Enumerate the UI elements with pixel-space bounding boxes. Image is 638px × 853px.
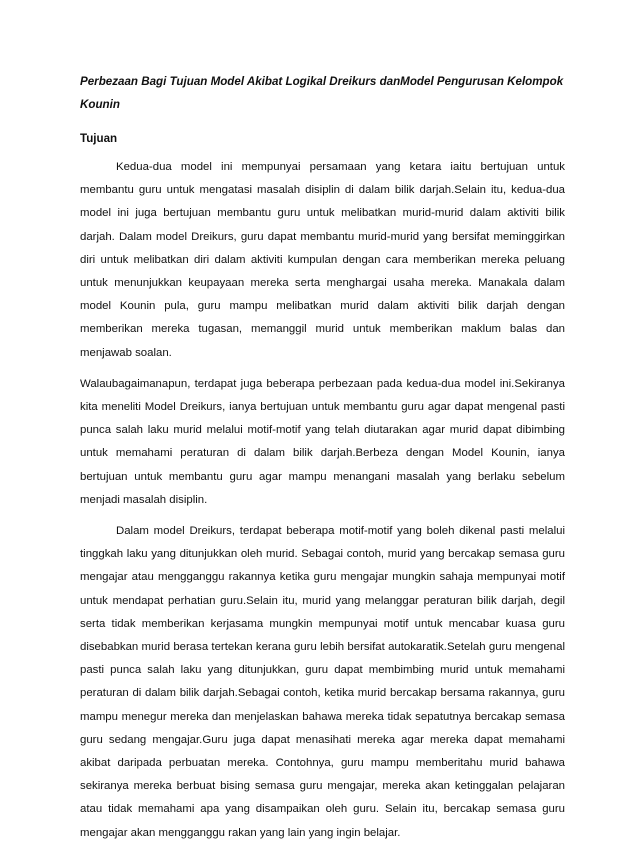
paragraph-2: Walaubagaimanapun, terdapat juga beberapa perbezaan pada kedua-dua model ini.Sekiranya kita meneliti Model Dreikurs, ianya bertujuan untuk membantu guru agar dapat mengenal pasti punca salah laku murid melalui motif-motif yang telah diutarakan agar murid dapat dibimbing untuk memahami peraturan di dalam bilik darjah.Berbeza dengan Model Kounin, ianya bertujuan untuk membantu guru agar mampu menangani masalah yang berlaku sebelum menjadi masalah disiplin. (80, 377, 565, 506)
paragraph-3: Dalam model Dreikurs, terdapat beberapa motif-motif yang boleh dikenal pasti melalui tinggkah laku yang ditunjukkan oleh murid. Sebagai contoh, murid yang bercakap semasa guru mengajar atau mengganggu rakannya ketika guru mengajar mungkin sahaja mempunyai motif untuk mendapat perhatian guru.Selain itu, murid yang melanggar peraturan bilik darjah, degil serta tidak memberikan kerjasama mungkin mempunyai motif untuk mencabar kuasa guru disebabkan murid berasa tertekan kerana guru lebih bersifat autokaratik.Setelah guru mengenal pasti punca salah laku yang ditunjukkan, guru dapat membimbing murid untuk memahami peraturan di dalam bilik darjah.Sebagai contoh, ketika murid bercakap bersama rakannya, guru mampu menegur mereka dan menjelaskan bahawa mereka tidak sepatutnya bercakap semasa guru sedang mengajar.Guru juga dapat menasihati mereka agar mereka dapat memahami akibat daripada perbuatan mereka. Contohnya, guru mampu memberitahu murid bahawa sekiranya mereka berbuat bising semasa guru mengajar, mereka akan ketinggalan pelajaran atau tidak memahami apa yang disampaikan oleh guru. Selain itu, bercakap semasa guru mengajar akan mengganggu rakan yang lain yang ingin belajar. (80, 525, 565, 839)
document-title: Perbezaan Bagi Tujuan Model Akibat Logikal Dreikurs danModel Pengurusan Kelompok Kounin (80, 75, 564, 111)
section-heading-tujuan: Tujuan (80, 132, 118, 145)
document-page (80, 70, 565, 853)
paragraph-1: Kedua-dua model ini mempunyai persamaan yang ketara iaitu bertujuan untuk membantu guru untuk mengatasi masalah disiplin di dalam bilik darjah.Selain itu, kedua-dua model ini juga bertujuan membantu guru untuk melibatkan murid-murid dalam aktiviti bilik darjah. Dalam model Dreikurs, guru dapat membantu murid-murid yang bersifat meminggirkan diri untuk melibatkan diri dalam aktiviti kumpulan dengan cara memberikan mereka peluang untuk menunjukkan keupayaan mereka serta menghargai usaha mereka. Manakala dalam model Kounin pula, guru mampu melibatkan murid dalam aktiviti bilik darjah dengan memberikan mereka tugasan, memanggil murid untuk memberikan maklum balas dan menjawab soalan. (80, 161, 565, 359)
